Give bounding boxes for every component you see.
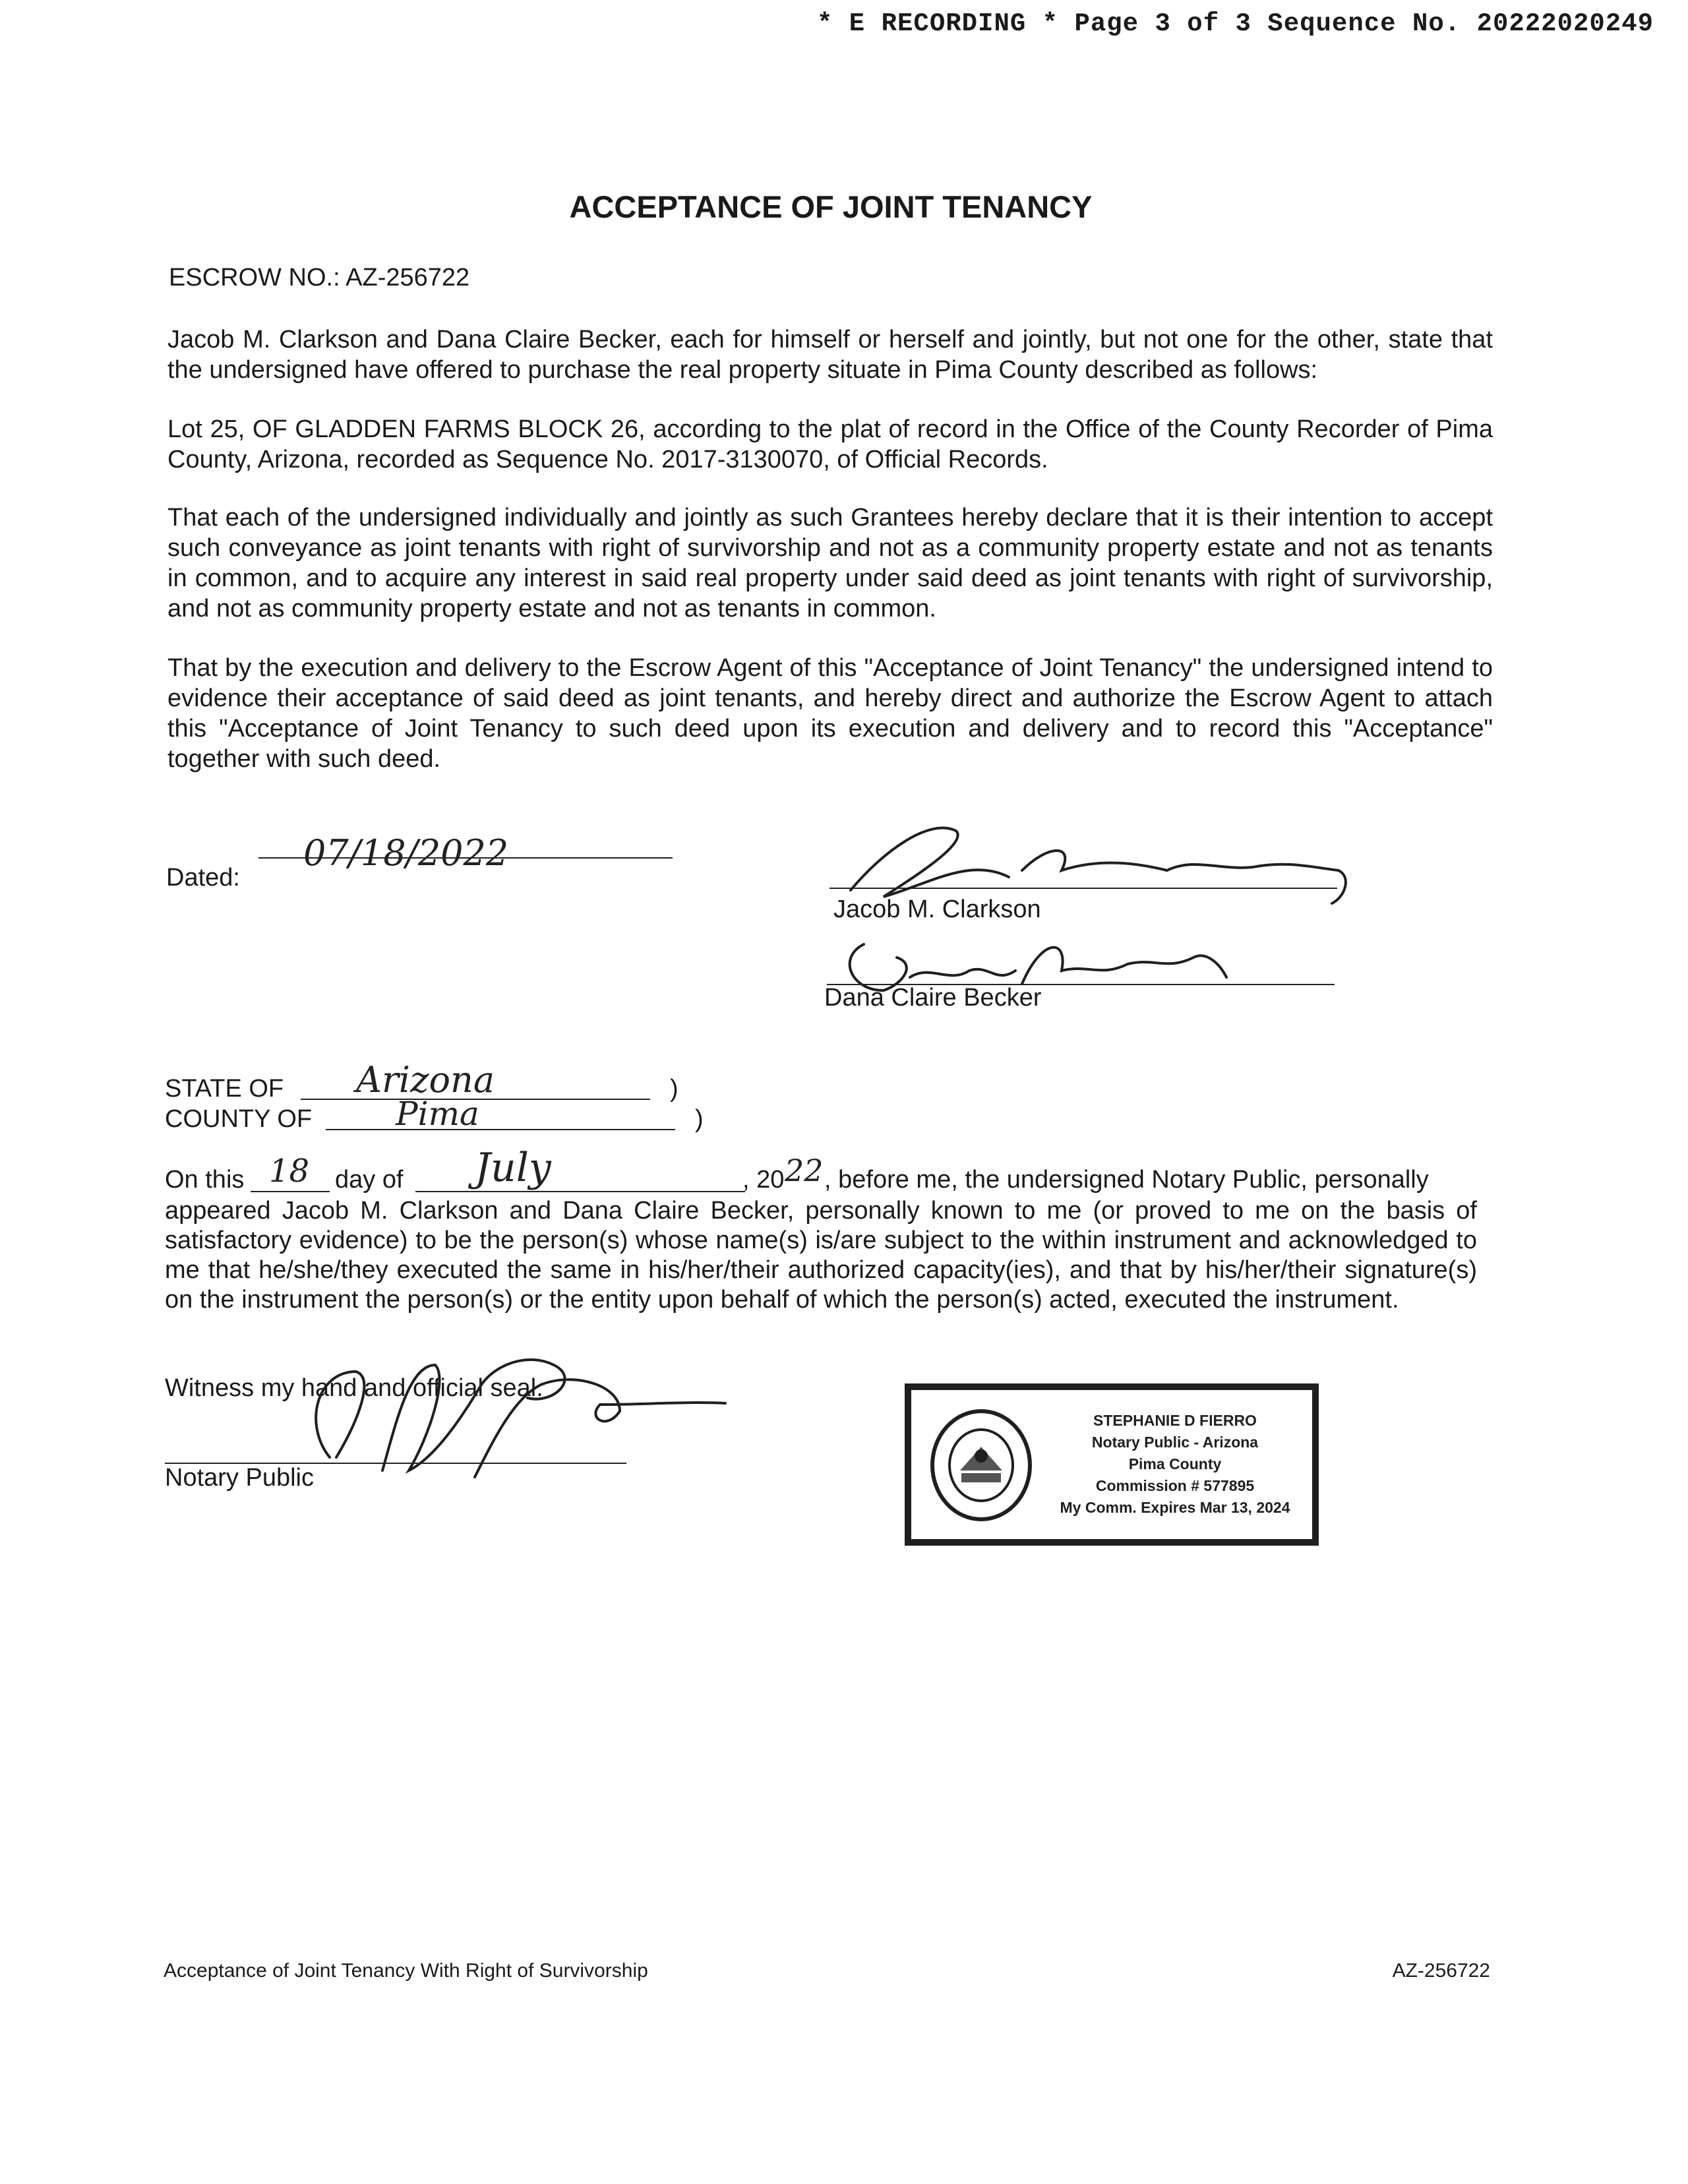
state-value: Arizona	[356, 1059, 495, 1101]
dated-label: Dated:	[166, 864, 240, 892]
document-title: ACCEPTANCE OF JOINT TENANCY	[569, 189, 1093, 224]
stamp-county: Pima County	[1128, 1455, 1222, 1472]
dated-value: 07/18/2022	[303, 832, 509, 874]
signer-1-name: Jacob M. Clarkson	[833, 895, 1041, 923]
stamp-commission: Commission # 577895	[1095, 1477, 1255, 1494]
footer-right: AZ-256722	[1392, 1960, 1490, 1982]
state-label: STATE OF	[165, 1075, 284, 1103]
paragraph-intro: Jacob M. Clarkson and Dana Claire Becker, each for himself or herself and jointly, but not one for the other, state that the undersigned have offered to purchase the real property situate in Pima County described as follows:	[167, 326, 1493, 384]
county-underline	[326, 1129, 675, 1130]
stamp-details	[1043, 1410, 1307, 1519]
month-value: July	[475, 1145, 551, 1191]
paragraph-legal-description: Lot 25, OF GLADDEN FARMS BLOCK 26, according to the plat of record in the Office of the County Recorder of Pima County, Arizona, recorded as Sequence No. 2017-3130070, of Official Records.	[167, 415, 1493, 473]
signer-1-underline	[829, 888, 1337, 889]
paragraph-execution: That by the execution and delivery to the Escrow Agent of this "Acceptance of Joint Tenancy" the undersigned intend to evidence their acceptance of said deed as joint tenants, and hereby direct and authorize the Escrow Agent to attach this "Acceptance of Joint Tenancy to such deed upon its execution and delivery and to record this "Acceptance" together with such deed.	[167, 654, 1493, 773]
month-underline	[415, 1191, 745, 1192]
stamp-name: STEPHANIE D FIERRO	[1093, 1412, 1257, 1429]
arizona-seal-icon	[928, 1407, 1034, 1523]
county-label: COUNTY OF	[165, 1105, 313, 1133]
notary-public-label: Notary Public	[165, 1464, 314, 1492]
notary-stamp	[905, 1383, 1319, 1546]
acknowledgment-text: appeared Jacob M. Clarkson and Dana Claire Becker, personally known to me (or proved to me on the basis of satisfactory evidence) to be the person(s) whose name(s) is/are subject to the within instrument and acknowledged to me that he/she/they executed the same in his/her/their authorized capacity(ies), and that by his/her/their signature(s) on the instrument the person(s) or the entity upon behalf of which the person(s) acted, executed the instrument.	[165, 1197, 1477, 1314]
escrow-line	[169, 264, 469, 292]
stamp-expires: My Comm. Expires Mar 13, 2024	[1060, 1499, 1290, 1516]
witness-text: Witness my hand and official seal.	[165, 1374, 543, 1402]
escrow-number: AZ-256722	[346, 264, 470, 291]
county-value: Pima	[396, 1095, 479, 1133]
recording-header: * E RECORDING * Page 3 of 3 Sequence No. 20222020249	[817, 9, 1654, 38]
footer-left: Acceptance of Joint Tenancy With Right of Survivorship	[164, 1960, 648, 1982]
year-suffix: 22	[785, 1153, 824, 1188]
year-prefix: , 20	[742, 1166, 785, 1194]
day-underline	[251, 1191, 330, 1192]
stamp-title: Notary Public - Arizona	[1091, 1434, 1259, 1451]
state-paren: )	[670, 1075, 678, 1103]
before-me-text: , before me, the undersigned Notary Public, personally	[824, 1166, 1429, 1194]
paragraph-intention: That each of the undersigned individually and jointly as such Grantees hereby declare that it is their intention to accept such conveyance as joint tenants with right of survivorship and not as a community property estate and not as tenants in common, and to acquire any interest in said real property under said deed as joint tenants with right of survivorship, and not as community property estate and not as tenants in common.	[167, 504, 1493, 622]
day-value: 18	[269, 1153, 310, 1190]
signer-2-name: Dana Claire Becker	[824, 984, 1042, 1012]
on-this-label: On this	[165, 1166, 245, 1194]
escrow-label: ESCROW NO.:	[169, 264, 340, 291]
county-paren: )	[695, 1105, 704, 1133]
day-of-label: day of	[335, 1166, 404, 1194]
notary-signature	[277, 1325, 738, 1497]
